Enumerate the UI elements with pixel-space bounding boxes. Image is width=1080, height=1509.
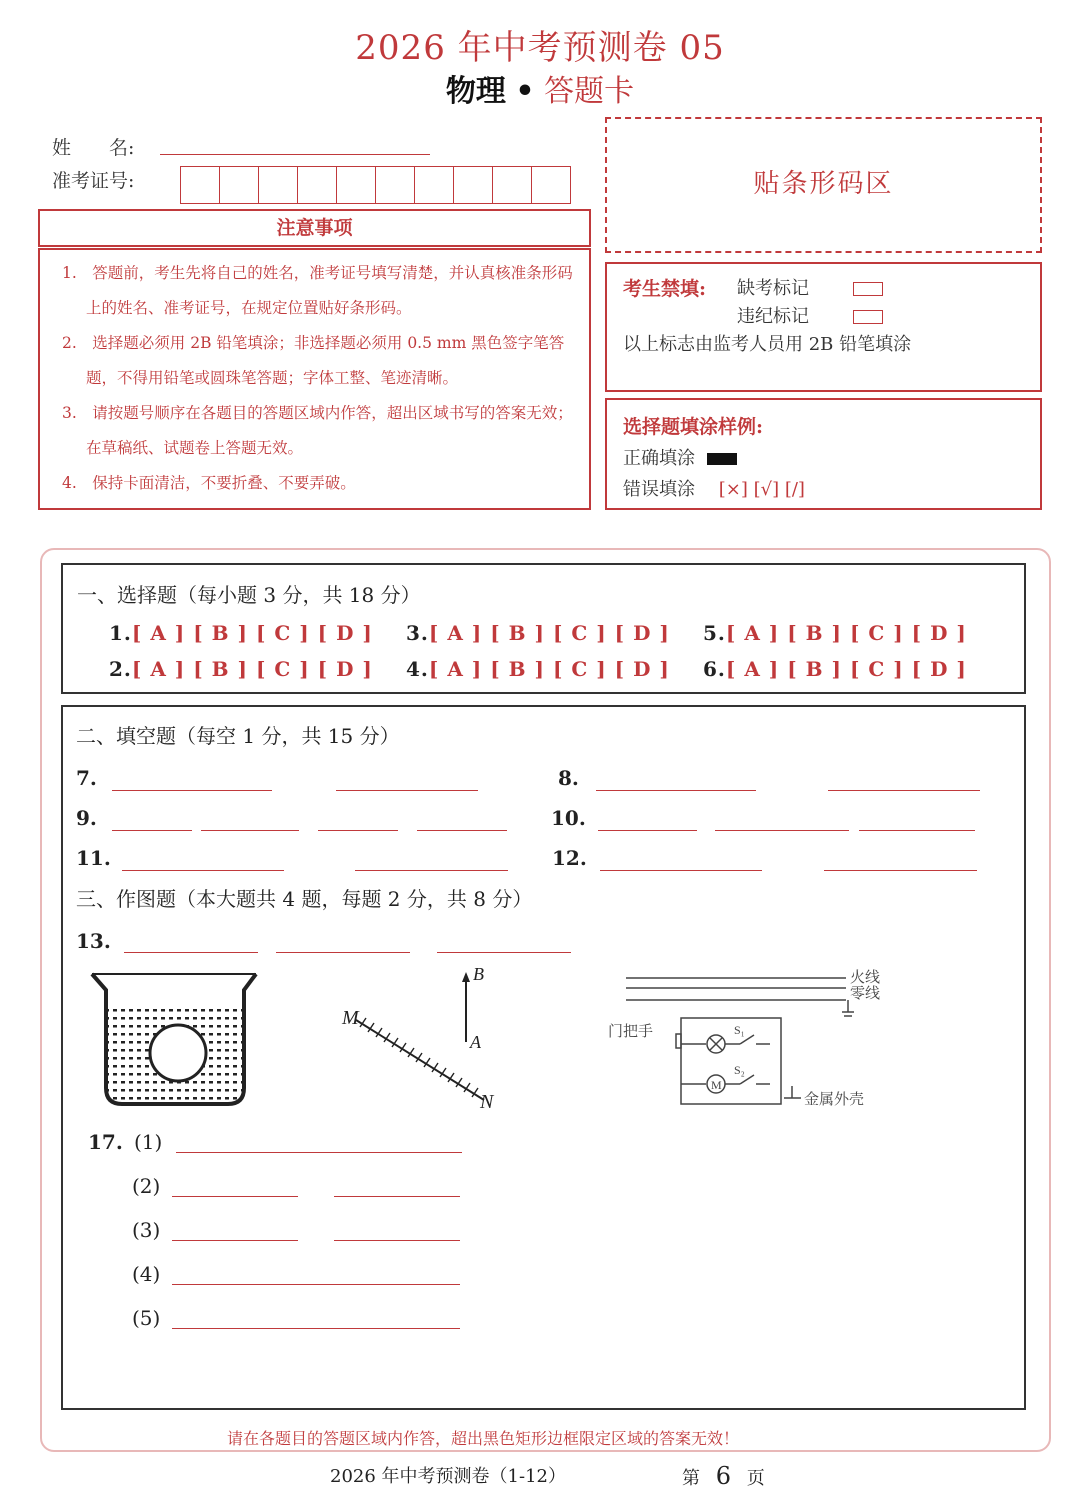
section1-title: 一、选择题（每小题 3 分，共 18 分）: [77, 583, 421, 607]
sample-box: [605, 398, 1042, 510]
sample-title: 选择题填涂样例:: [623, 416, 764, 438]
q17-4-blank[interactable]: [172, 1284, 460, 1285]
page-subtitle: [0, 66, 1080, 110]
id-cell[interactable]: [181, 167, 220, 203]
q7-number: 7.: [76, 766, 97, 790]
choice-options[interactable]: [ A ] [ B ] [ C ] [ D ]: [131, 621, 373, 645]
choice-question-2[interactable]: [109, 657, 373, 681]
choice-question-1[interactable]: [109, 621, 373, 645]
absent-checkbox[interactable]: [853, 282, 883, 296]
notice-header: [38, 209, 591, 247]
q7-blank-2[interactable]: [336, 790, 478, 791]
question-number: 4.: [406, 657, 429, 681]
forbidden-box: [605, 262, 1042, 392]
section3-title: 三、作图题（本大题共 4 题，每题 2 分，共 8 分）: [76, 887, 533, 911]
id-cell[interactable]: [532, 167, 570, 203]
notice-item: 3. 请按题号顺序在各题目的答题区域内作答，超出区域书写的答案无效；在草稿纸、试题卷上答题无效。: [62, 404, 573, 457]
question-number: 2.: [109, 657, 132, 681]
label-A: A: [470, 1032, 481, 1052]
q17-part-2: (2): [132, 1174, 161, 1198]
choice-question-5[interactable]: [703, 621, 967, 645]
neutral-wire-label: 零线: [850, 984, 881, 1002]
q9-blank-4[interactable]: [417, 830, 507, 831]
filled-mark-sample: [707, 453, 737, 465]
q10-number: 10.: [551, 806, 586, 830]
q13-blank-3[interactable]: [437, 952, 571, 953]
q9-blank-2[interactable]: [201, 830, 299, 831]
separator-dot: •: [515, 74, 535, 109]
label-M: M: [342, 1007, 359, 1029]
notice-box: [38, 248, 591, 510]
footer-paper: 2026 年中考预测卷（1-12）: [330, 1466, 566, 1487]
page-suffix: 页: [746, 1468, 765, 1489]
switch-s1-label: S₁: [734, 1023, 745, 1037]
label-B: B: [473, 964, 484, 984]
choice-options[interactable]: [ A ] [ B ] [ C ] [ D ]: [428, 621, 670, 645]
page-number: 6: [715, 1462, 732, 1490]
id-cell[interactable]: [337, 167, 376, 203]
choice-options[interactable]: [ A ] [ B ] [ C ] [ D ]: [725, 621, 967, 645]
door-handle-label: 门把手: [608, 1022, 654, 1040]
q17-3-blank-1[interactable]: [172, 1240, 298, 1241]
q17-number: 17.: [88, 1130, 123, 1154]
absent-row: [737, 274, 883, 300]
violation-label: 违纪标记: [737, 306, 809, 327]
q17-2-blank-1[interactable]: [172, 1196, 298, 1197]
q13-blank-1[interactable]: [124, 952, 258, 953]
name-label: 姓 名:: [52, 137, 135, 159]
wrong-row: [623, 475, 805, 501]
q8-blank-2[interactable]: [828, 790, 980, 791]
choice-question-3[interactable]: [406, 621, 670, 645]
q10-blank-1[interactable]: [598, 830, 697, 831]
page-title: 2026 年中考预测卷 05: [355, 28, 725, 68]
question-number: 6.: [703, 657, 726, 681]
choice-question-4[interactable]: [406, 657, 670, 681]
q8-blank-1[interactable]: [596, 790, 756, 791]
card-label: 答题卡: [544, 74, 635, 109]
switch-s2-label: S₂: [734, 1063, 745, 1077]
section2-title: 二、填空题（每空 1 分，共 15 分）: [76, 724, 400, 748]
correct-row: [623, 444, 737, 470]
violation-row: [737, 302, 883, 328]
mirror-diagram[interactable]: [336, 962, 506, 1112]
barcode-label: 贴条形码区: [753, 169, 894, 199]
notice-title: 注意事项: [276, 217, 353, 239]
q17-5-blank[interactable]: [172, 1328, 460, 1329]
footer-page: [682, 1462, 765, 1490]
id-number-grid[interactable]: [180, 166, 571, 204]
q12-blank-2[interactable]: [824, 870, 977, 871]
q17-part-3: (3): [132, 1218, 161, 1242]
q17-3-blank-2[interactable]: [334, 1240, 460, 1241]
id-cell[interactable]: [415, 167, 454, 203]
id-cell[interactable]: [454, 167, 493, 203]
id-cell[interactable]: [220, 167, 259, 203]
subject-label: 物理: [445, 74, 506, 109]
q12-blank-1[interactable]: [600, 870, 762, 871]
q7-blank-1[interactable]: [112, 790, 272, 791]
notice-item: 2. 选择题必须用 2B 铅笔填涂；非选择题必须用 0.5 mm 黑色签字笔答题，不得用铅笔或圆珠笔答题；字体工整、笔迹清晰。: [62, 334, 565, 387]
wrong-label: 错误填涂: [623, 479, 695, 500]
id-cell[interactable]: [298, 167, 337, 203]
q12-number: 12.: [552, 846, 587, 870]
id-cell[interactable]: [493, 167, 532, 203]
correct-label: 正确填涂: [623, 448, 695, 469]
q8-number: 8.: [558, 766, 579, 790]
q17-part-1: (1): [134, 1130, 163, 1154]
q13-number: 13.: [76, 929, 111, 953]
beaker-diagram[interactable]: [88, 968, 268, 1110]
forbidden-note: 以上标志由监考人员用 2B 铅笔填涂: [623, 334, 912, 355]
question-number: 1.: [109, 621, 132, 645]
metal-shell-label: 金属外壳: [804, 1090, 865, 1108]
q11-number: 11.: [76, 846, 111, 870]
q10-blank-2[interactable]: [715, 830, 849, 831]
q11-blank-2[interactable]: [355, 870, 508, 871]
violation-checkbox[interactable]: [853, 310, 883, 324]
wrong-marks: [×] [√] [/]: [718, 479, 805, 500]
q9-blank-1[interactable]: [112, 830, 192, 831]
name-field[interactable]: [160, 153, 430, 155]
q17-part-4: (4): [132, 1262, 161, 1286]
q10-blank-3[interactable]: [859, 830, 975, 831]
choice-options[interactable]: [ A ] [ B ] [ C ] [ D ]: [428, 657, 670, 681]
forbidden-title: 考生禁填:: [623, 278, 707, 300]
notice-item: 4. 保持卡面清洁，不要折叠、不要弄破。: [62, 474, 356, 492]
live-wire-label: 火线: [850, 968, 881, 986]
question-number: 5.: [703, 621, 726, 645]
area-warning: 请在各题目的答题区域内作答，超出黑色矩形边框限定区域的答案无效！: [226, 1429, 739, 1448]
q17-1-blank[interactable]: [176, 1152, 462, 1153]
motor-label: M: [711, 1078, 722, 1092]
choice-options[interactable]: [ A ] [ B ] [ C ] [ D ]: [725, 657, 967, 681]
choice-options[interactable]: [ A ] [ B ] [ C ] [ D ]: [131, 657, 373, 681]
barcode-area: [605, 117, 1042, 253]
label-N: N: [480, 1091, 494, 1112]
id-label: 准考证号:: [52, 170, 135, 192]
notice-item: 1. 答题前，考生先将自己的姓名，准考证号填写清楚，并认真核准条形码上的姓名、准考证号，在规定位置贴好条形码。: [62, 264, 573, 317]
q9-blank-3[interactable]: [318, 830, 398, 831]
circuit-diagram[interactable]: [606, 964, 896, 1114]
absent-label: 缺考标记: [737, 278, 809, 299]
question-number: 3.: [406, 621, 429, 645]
q9-number: 9.: [76, 806, 97, 830]
q11-blank-1[interactable]: [122, 870, 284, 871]
q17-2-blank-2[interactable]: [334, 1196, 460, 1197]
page-prefix: 第: [682, 1468, 700, 1489]
id-cell[interactable]: [376, 167, 415, 203]
q17-part-5: (5): [132, 1306, 161, 1330]
choice-question-6[interactable]: [703, 657, 967, 681]
id-cell[interactable]: [259, 167, 298, 203]
q13-blank-2[interactable]: [276, 952, 410, 953]
section-choice: [61, 563, 1026, 694]
